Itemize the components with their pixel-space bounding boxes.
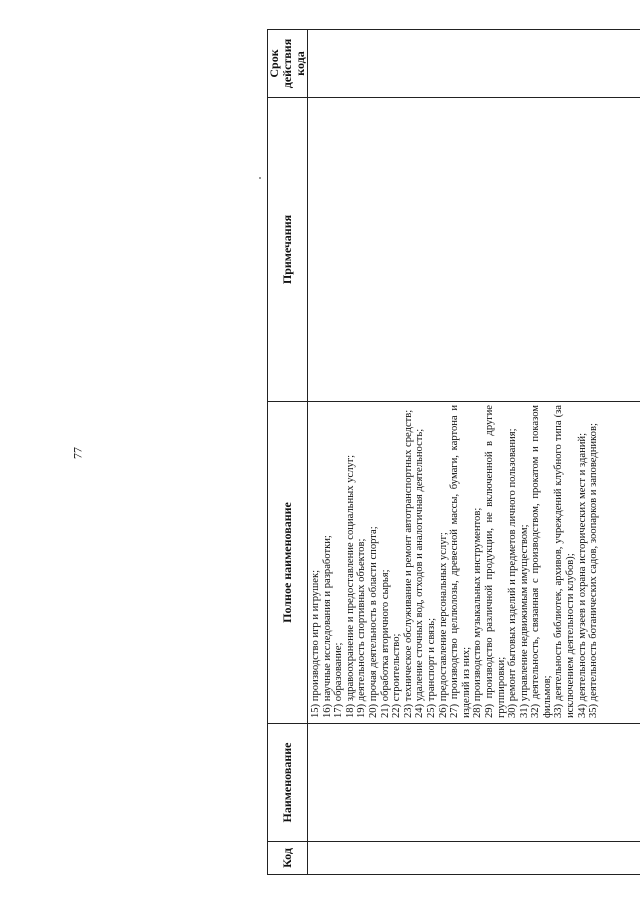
scan-speck bbox=[259, 177, 261, 179]
rotated-table-frame bbox=[267, 30, 640, 875]
full-name-entry: 33) деятельность библиотек, архивов, учреждений клубного типа (за исключением деятельности клубов); bbox=[553, 405, 577, 718]
full-name-list bbox=[310, 405, 600, 718]
full-name-entry: 17) образование; bbox=[333, 642, 345, 718]
page-number: 77 bbox=[70, 447, 85, 459]
full-name-entry: 35) деятельность ботанических садов, зоопарков и заповедников; bbox=[588, 423, 600, 718]
full-name-entry: 18) здравоохранение и предоставление социальных услуг; bbox=[344, 454, 356, 718]
full-name-entry: 31) управление недвижимым имуществом; bbox=[518, 524, 530, 718]
full-name-entry: 21) обработка вторичного сырья; bbox=[379, 569, 391, 718]
cell-code bbox=[308, 842, 640, 875]
header-full-name: Полное наименование bbox=[268, 402, 308, 724]
table-row bbox=[308, 30, 640, 875]
full-name-entry: 23) техническое обслуживание и ремонт автотранспортных средств; bbox=[402, 409, 414, 718]
full-name-entry: 27) производство целлюлозы, древесной массы, бумаги, картона и изделий из них; bbox=[449, 405, 472, 718]
header-code: Код bbox=[268, 842, 308, 875]
cell-full-name bbox=[308, 402, 640, 724]
table-header-row bbox=[268, 30, 308, 875]
full-name-entry: 22) строительство; bbox=[391, 633, 403, 718]
full-name-entry: 25) транспорт и связь; bbox=[425, 617, 437, 718]
full-name-entry: 30) ремонт бытовых изделий и предметов личного пользования; bbox=[507, 428, 519, 718]
full-name-entry: 20) прочая деятельность в области спорта; bbox=[367, 526, 379, 718]
cell-notes bbox=[308, 98, 640, 402]
full-name-entry: 26) предоставление персональных услуг; bbox=[437, 532, 449, 718]
full-name-entry: 28) производство музыкальных инструментов; bbox=[472, 507, 484, 718]
cell-term bbox=[308, 30, 640, 98]
header-name: Наименование bbox=[268, 724, 308, 842]
full-name-entry: 32) деятельность, связанная с производством, прокатом и показом фильмов; bbox=[530, 405, 553, 718]
full-name-entry: 16) научные исследования и разработки; bbox=[321, 535, 333, 718]
classifier-table bbox=[267, 29, 640, 875]
header-notes: Примечания bbox=[268, 98, 308, 402]
cell-name bbox=[308, 724, 640, 842]
full-name-entry: 34) деятельность музеев и охрана исторических мест и зданий; bbox=[576, 432, 588, 718]
full-name-entry: 15) производство игр и игрушек; bbox=[310, 569, 321, 718]
full-name-entry: 19) деятельность спортивных объектов; bbox=[356, 538, 368, 718]
header-term: Срок действия кода bbox=[268, 30, 308, 98]
full-name-entry: 29) производство различной продукции, не включенной в другие группировки; bbox=[483, 405, 507, 718]
full-name-entry: 24) удаление сточных вод, отходов и аналогичная деятельность; bbox=[414, 428, 426, 718]
